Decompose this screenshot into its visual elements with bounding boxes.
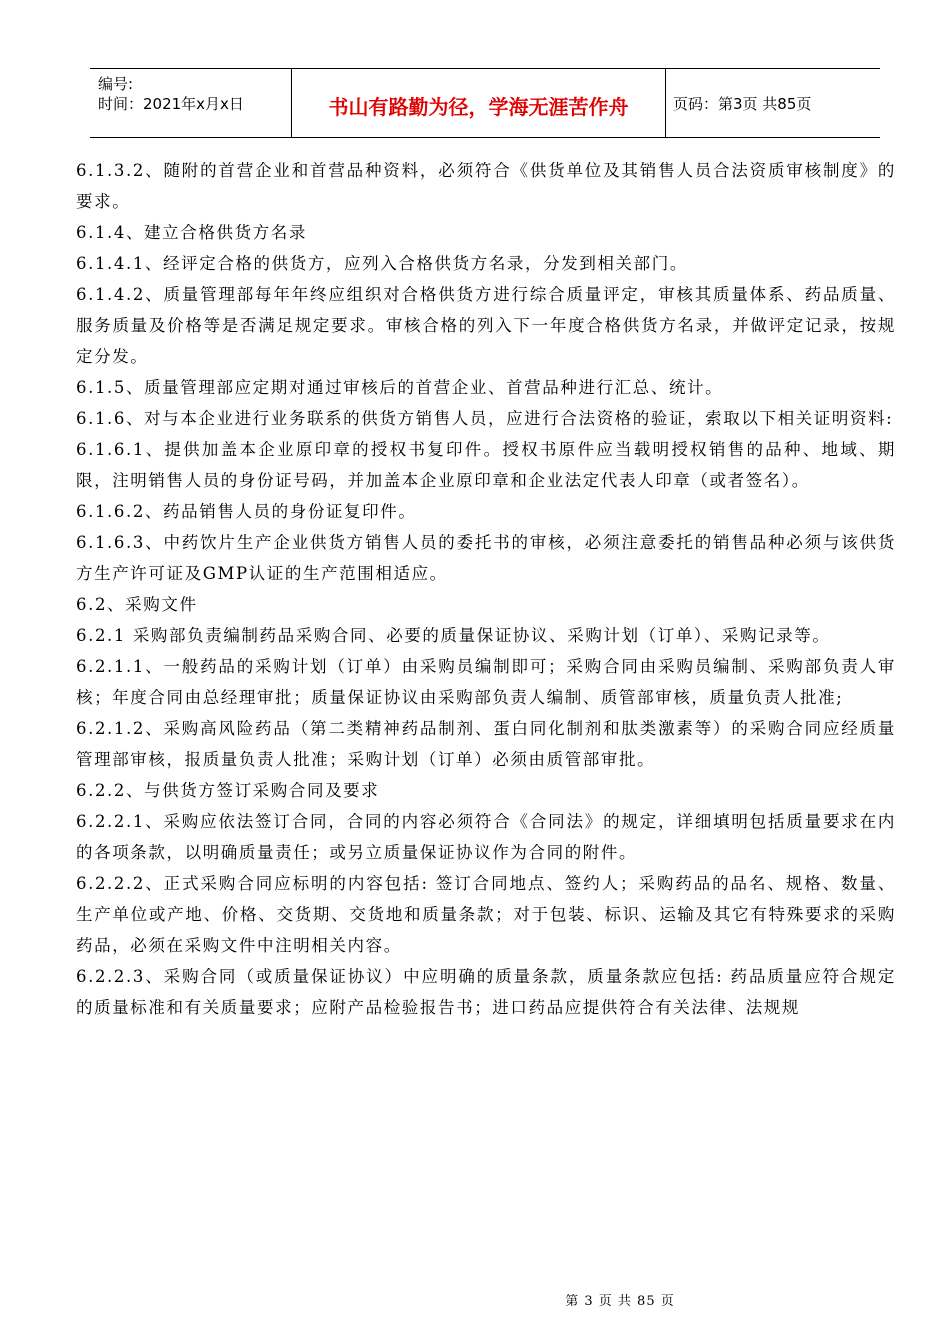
document-body: [76, 155, 896, 1023]
paragraph: 6.1.4.1、经评定合格的供货方，应列入合格供货方名录，分发到相关部门。: [76, 254, 688, 273]
paragraph: 6.2.2.1、采购应依法签订合同，合同的内容必须符合《合同法》的规定，详细填明包括质量要求在内的各项条款，以明确质量责任；或另立质量保证协议作为合同的附件。: [76, 812, 896, 862]
header-motto-cell: [291, 69, 666, 137]
footer-page-number: 第 3 页 共 85 页: [565, 1294, 675, 1309]
document-number-label: 编号:: [98, 75, 134, 93]
document-time-label: 时间：2021年x月x日: [98, 95, 244, 113]
section-heading: 6.2、采购文件: [76, 595, 198, 614]
paragraph: 6.1.3.2、随附的首营企业和首营品种资料，必须符合《供货单位及其销售人员合法资质审核制度》的要求。: [76, 161, 896, 211]
section-heading: 6.1.4、建立合格供货方名录: [76, 223, 307, 242]
section-heading: 6.2.2、与供货方签订采购合同及要求: [76, 781, 380, 800]
paragraph: 6.1.5、质量管理部应定期对通过审核后的首营企业、首营品种进行汇总、统计。: [76, 378, 724, 397]
page-code-label: 页码：第3页 共85页: [673, 95, 812, 113]
paragraph: 6.1.6、对与本企业进行业务联系的供货方销售人员，应进行合法资格的验证，索取以下相关证明资料:: [76, 409, 894, 428]
page-header: [90, 68, 880, 138]
header-info-cell: [90, 69, 290, 137]
motto-text: 书山有路勤为径，学海无涯苦作舟: [328, 95, 629, 119]
paragraph: 6.1.4.2、质量管理部每年年终应组织对合格供货方进行综合质量评定，审核其质量体系、药品质量、服务质量及价格等是否满足规定要求。审核合格的列入下一年度合格供货方名录，并做评定记录，按规定分发。: [76, 285, 896, 366]
paragraph: 6.2.2.2、正式采购合同应标明的内容包括: 签订合同地点、签约人；采购药品的品名、规格、数量、生产单位或产地、价格、交货期、交货地和质量条款；对于包装、标识、运输及其它有特殊要求的采购药品，必须在采购文件中注明相关内容。: [76, 874, 896, 955]
header-page-cell: [665, 69, 880, 137]
paragraph: 6.2.1 采购部负责编制药品采购合同、必要的质量保证协议、采购计划（订单）、采购记录等。: [76, 626, 831, 645]
paragraph: 6.2.1.2、采购高风险药品（第二类精神药品制剂、蛋白同化制剂和肽类激素等）的采购合同应经质量管理部审核，报质量负责人批准；采购计划（订单）必须由质管部审批。: [76, 719, 896, 769]
page-footer: [0, 1290, 950, 1309]
paragraph: 6.1.6.2、药品销售人员的身份证复印件。: [76, 502, 417, 521]
paragraph: 6.2.1.1、一般药品的采购计划（订单）由采购员编制即可；采购合同由采购员编制、采购部负责人审核；年度合同由总经理审批；质量保证协议由采购部负责人编制、质管部审核，质量负责人批准;: [76, 657, 896, 707]
paragraph: 6.1.6.1、提供加盖本企业原印章的授权书复印件。授权书原件应当载明授权销售的品种、地域、期限，注明销售人员的身份证号码，并加盖本企业原印章和企业法定代表人印章（或者签名）。: [76, 440, 896, 490]
paragraph: 6.2.2.3、采购合同（或质量保证协议）中应明确的质量条款，质量条款应包括: 药品质量应符合规定的质量标准和有关质量要求；应附产品检验报告书；进口药品应提供符合有关法律、法规规: [76, 967, 896, 1017]
paragraph: 6.1.6.3、中药饮片生产企业供货方销售人员的委托书的审核，必须注意委托的销售品种必须与该供货方生产许可证及GMP认证的生产范围相适应。: [76, 533, 896, 583]
